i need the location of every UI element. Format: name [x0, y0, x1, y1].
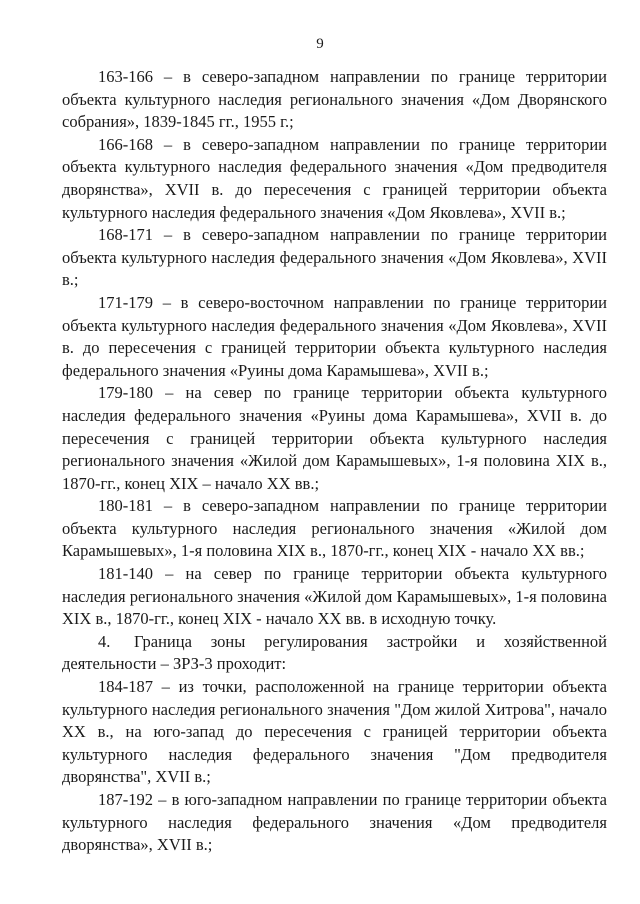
section-4	[62, 631, 607, 676]
section-number: 4.	[98, 631, 111, 651]
paragraph-163-166: 163-166 – в северо-западном направлении по границе территории объекта культурного наследия регионального значения «Дом Дворянского собрания», 1839-1845 гг., 1955 г.;	[62, 67, 607, 132]
paragraph-180-181: 180-181 – в северо-западном направлении по границе территории объекта культурного наследия регионального значения «Жилой дом Карамышевых», 1-я половина XIX в., 1870-гг., конец XIX - начало XX вв.;	[62, 496, 607, 561]
paragraph-179-180: 179-180 – на север по границе территории объекта культурного наследия федерального значения «Руины дома Карамышева», XVII в. до пересечения с границей территории объекта культурного наследия регионального значения «Жилой дом Карамышевых», 1-я половина XIX в., 1870-гг., конец XIX – начало XX вв.;	[62, 383, 607, 493]
paragraph-184-187: 184-187 – из точки, расположенной на границе территории объекта культурного наследия регионального значения "Дом жилой Хитрова", начало XX в., на юго-запад до пересечения с границей территории объекта культурного наследия федерального значения "Дом предводителя дворянства", XVII в.;	[62, 677, 607, 787]
paragraph-181-140: 181-140 – на север по границе территории объекта культурного наследия регионального значения «Жилой дом Карамышевых», 1-я половина XIX в., 1870-гг., конец XIX - начало XX вв. в исходную точку.	[62, 564, 607, 629]
section-text: Граница зоны регулирования застройки и хозяйственной деятельности – ЗРЗ-3 проходит:	[62, 631, 607, 674]
paragraph-166-168: 166-168 – в северо-западном направлении по границе территории объекта культурного наследия федерального значения «Дом предводителя дворянства», XVII в. до пересечения с границей территории объекта культурного наследия федерального значения «Дом Яковлева», XVII в.;	[62, 134, 607, 222]
document-body	[62, 66, 607, 857]
paragraph-168-171: 168-171 – в северо-западном направлении по границе территории объекта культурного наследия федерального значения «Дом Яковлева», XVII в.;	[62, 225, 607, 290]
page-number: 9	[316, 36, 324, 52]
paragraph-187-192: 187-192 – в юго-западном направлении по границе территории объекта культурного наследия федерального значения «Дом предводителя дворянства», XVII в.;	[62, 790, 607, 855]
paragraph-171-179: 171-179 – в северо-восточном направлении по границе территории объекта культурного наследия федерального значения «Дом Яковлева», XVII в. до пересечения с границей территории объекта культурного наследия федерального значения «Руины дома Карамышева», XVII в.;	[62, 292, 607, 380]
